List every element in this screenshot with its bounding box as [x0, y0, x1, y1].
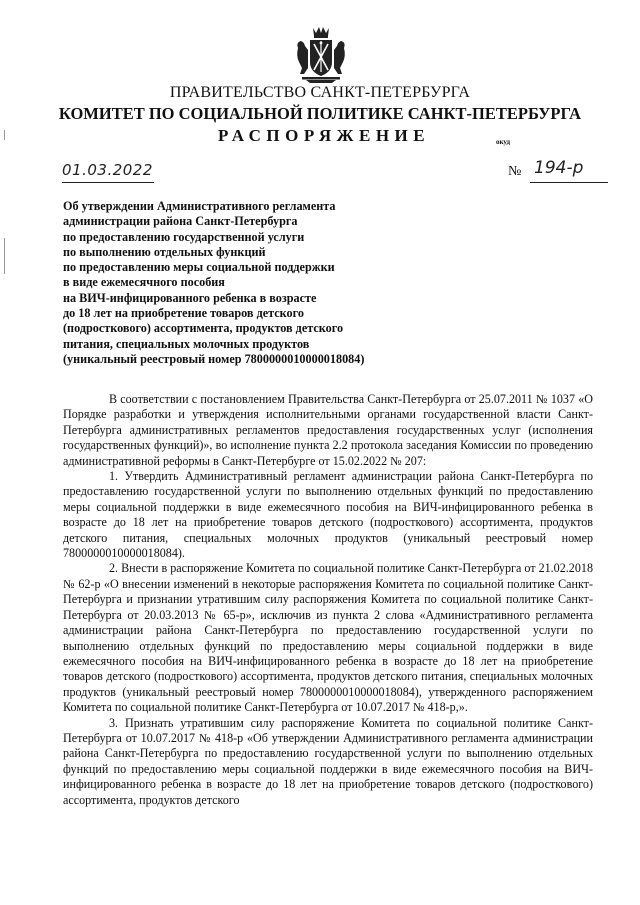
preamble-paragraph: В соответствии с постановлением Правительства Санкт-Петербурга от 25.07.2011 № 1037 «О Порядке разработки и утверждения исполнительными органами государственной власти Санкт-Петербурга административных регламентов предоставления государственных услуг (исполнения государственных функций)», во исполнение пункта 2.2 протокола заседания Комиссии по проведению административной реформы в Санкт-Петербурге от 15.02.2022 № 207: — [63, 392, 593, 468]
title-line: администрации района Санкт-Петербурга — [63, 214, 298, 229]
document-body — [63, 392, 593, 808]
document-date-field — [62, 160, 154, 183]
title-line: по выполнению отдельных функций — [63, 244, 266, 259]
title-line: по предоставлению меры социальной поддержки — [63, 260, 335, 275]
clause-3-paragraph: 3. Признать утратившим силу распоряжение Комитета по социальной политике Санкт-Петербурга от 10.07.2017 № 418-р «Об утверждении Административного регламента администрации района Санкт-Петербурга по предоставлению государственной услуги по выполнению отдельных функций по предоставлению меры социальной поддержки в виде ежемесячного пособия на ВИЧ-инфицированного ребенка в возрасте до 18 лет на приобретение товаров детского (подросткового) ассортимента, продуктов детского — [63, 715, 593, 807]
title-line: (уникальный реестровый номер 7800000010000018084) — [63, 351, 365, 366]
clause-1-paragraph: 1. Утвердить Административный регламент администрации района Санкт-Петербурга по предоставлению государственной услуги по выполнению отдельных функций по предоставлению меры социальной поддержки в виде ежемесячного пособия на ВИЧ-инфицированного ребенка в возрасте до 18 лет на приобретение товаров детского (подросткового) ассортимента, продуктов детского питания, специальных молочных продуктов (уникальный реестровый номер 7800000010000018084). — [63, 469, 593, 561]
scan-margin-mark — [4, 238, 5, 274]
okud-label: окуд — [496, 138, 511, 146]
document-type-heading: РАСПОРЯЖЕНИЕ — [218, 126, 431, 145]
document-title — [63, 199, 443, 367]
title-line: до 18 лет на приобретение товаров детского — [63, 306, 304, 321]
title-line: в виде ежемесячного пособия — [63, 275, 225, 290]
document-date: 01.03.2022 — [62, 161, 153, 179]
scan-margin-mark — [4, 130, 5, 140]
document-number-field — [530, 158, 608, 183]
title-line: (подросткового) ассортимента, продуктов детского — [63, 321, 344, 336]
document-number: 194-р — [534, 158, 584, 178]
coat-of-arms-icon — [294, 24, 348, 84]
title-line: на ВИЧ-инфицированного ребенка в возрасте — [63, 290, 317, 305]
clause-2-paragraph: 2. Внести в распоряжение Комитета по социальной политике Санкт-Петербурга от 21.02.2018 № 62-р «О внесении изменений в некоторые распоряжения Комитета по социальной политике Санкт-Петербурга и признании утратившим силу распоряжения Комитета по социальной политике Санкт-Петербурга от 20.03.2013 № 65-р», исключив из пункта 2 слова «Административного регламента администрации района Санкт-Петербурга по предоставлению государственной услуги по выполнению отдельных функций по предоставлению меры социальной поддержки в виде ежемесячного пособия на ВИЧ-инфицированного ребенка в возрасте до 18 лет на приобретение товаров детского (подросткового) ассортимента, продуктов детского питания, специальных молочных продуктов (уникальный реестровый номер 7800000010000018084), утвержденного распоряжением Комитета по социальной политике Санкт-Петербурга от 10.07.2017 № 418-р,». — [63, 561, 593, 715]
government-heading: ПРАВИТЕЛЬСТВО САНКТ-ПЕТЕРБУРГА — [169, 84, 471, 101]
title-line: питания, специальных молочных продуктов — [63, 336, 310, 351]
title-line: Об утверждении Административного регламента — [63, 199, 336, 213]
title-line: по предоставлению государственной услуги — [63, 229, 305, 244]
committee-heading: КОМИТЕТ ПО СОЦИАЛЬНОЙ ПОЛИТИКЕ САНКТ-ПЕТЕРБУРГА — [58, 104, 582, 123]
number-label: № — [508, 164, 522, 179]
